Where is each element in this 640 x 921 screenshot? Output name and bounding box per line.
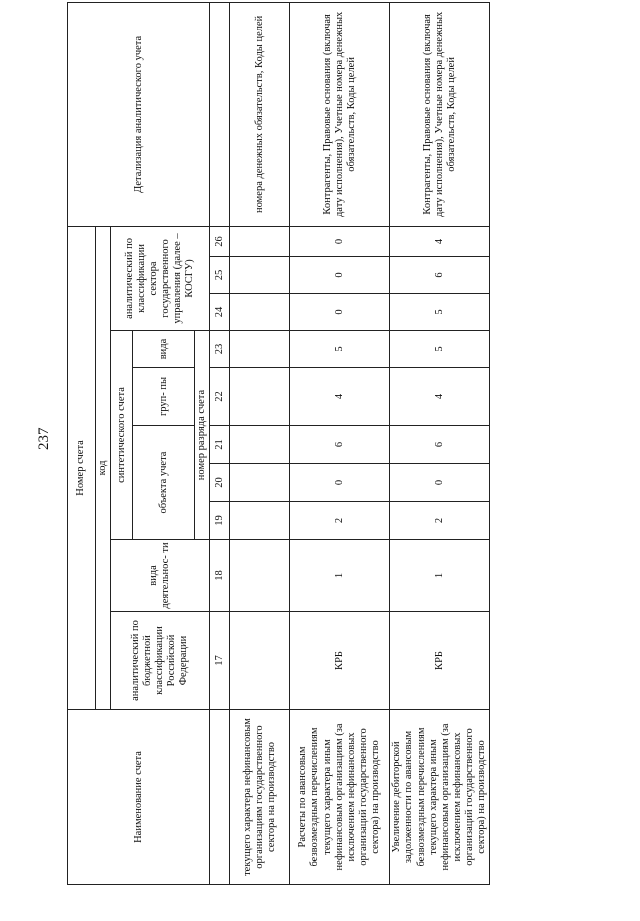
row-value [230, 540, 290, 612]
digit-cell: 25 [210, 257, 230, 294]
table-row [230, 2, 290, 884]
digit-blank [210, 710, 230, 885]
digit-cell: 18 [210, 540, 230, 612]
header-synthetic-account: синтетического счета [111, 331, 133, 540]
digit-cell: 22 [210, 368, 230, 426]
table-row [390, 2, 490, 884]
row-detail: номера денежных обязательств, Коды целей [230, 2, 290, 226]
row-value: 0 [290, 226, 390, 256]
digit-cell: 21 [210, 426, 230, 464]
row-value: КРБ [390, 612, 490, 710]
row-value: 4 [290, 368, 390, 426]
digit-cell: 24 [210, 294, 230, 331]
row-value: 0 [390, 464, 490, 502]
row-value: 5 [390, 331, 490, 368]
row-value [230, 612, 290, 710]
header-account-object: объекта учета [133, 426, 195, 540]
row-value [230, 502, 290, 540]
row-value [230, 331, 290, 368]
account-table [67, 2, 490, 885]
header-group: груп- пы [133, 368, 195, 426]
row-value: КРБ [290, 612, 390, 710]
row-detail: Контрагенты, Правовые основания (включая дату исполнения), Учетные номера денежных обязательств, Коды целей [290, 2, 390, 226]
row-value: 2 [290, 502, 390, 540]
row-value: 6 [290, 426, 390, 464]
digit-blank [210, 2, 230, 226]
row-value: 1 [390, 540, 490, 612]
digit-cell: 26 [210, 226, 230, 256]
page-number: 237 [36, 427, 52, 450]
row-value [230, 257, 290, 294]
row-value: 1 [290, 540, 390, 612]
digit-cell: 19 [210, 502, 230, 540]
row-value: 4 [390, 226, 490, 256]
header-kind: вида [133, 331, 195, 368]
header-account-digit: номер разряда счета [195, 331, 210, 540]
row-value [230, 426, 290, 464]
row-value [230, 294, 290, 331]
row-value: 0 [290, 257, 390, 294]
header-code: код [96, 226, 111, 709]
row-detail: Контрагенты, Правовые основания (включая дату исполнения), Учетные номера денежных обязательств, Коды целей [390, 2, 490, 226]
header-account-name: Наименование счета [68, 710, 210, 885]
row-value: 2 [390, 502, 490, 540]
table-row [290, 2, 390, 884]
header-kosgu: аналитический по классификации сектора государственного управления (далее – КОСГУ) [111, 226, 210, 330]
row-value [230, 368, 290, 426]
row-value [230, 464, 290, 502]
row-value: 4 [390, 368, 490, 426]
row-value: 5 [390, 294, 490, 331]
row-value: 6 [390, 257, 490, 294]
row-name: Расчеты по авансовым безвозмездным перечислениям текущего характера иным нефинансовым организациям (за исключением нефинансовых организаций государственного сектора) на производство [290, 710, 390, 885]
header-account-number: Номер счета [68, 226, 96, 709]
digit-cell: 23 [210, 331, 230, 368]
row-value: 6 [390, 426, 490, 464]
rotated-table-container [67, 11, 488, 885]
header-activity-type: вида деятельнос- ти [111, 540, 210, 612]
digit-cell: 20 [210, 464, 230, 502]
header-budget-classification: аналитический по бюджетной классификации Российской Федерации [111, 612, 210, 710]
digit-cell: 17 [210, 612, 230, 710]
row-name: Увеличение дебиторской задолженности по авансовым безвозмездным перечислениям текущего характера иным нефинансовым организациям (за исключением нефинансовых организаций государственного сектора) на производство [390, 710, 490, 885]
row-value: 0 [290, 294, 390, 331]
row-value: 0 [290, 464, 390, 502]
row-value: 5 [290, 331, 390, 368]
row-value [230, 226, 290, 256]
header-detail: Детализация аналитического учета [68, 2, 210, 226]
row-name: текущего характера нефинансовым организациям государственного сектора на производство [230, 710, 290, 885]
